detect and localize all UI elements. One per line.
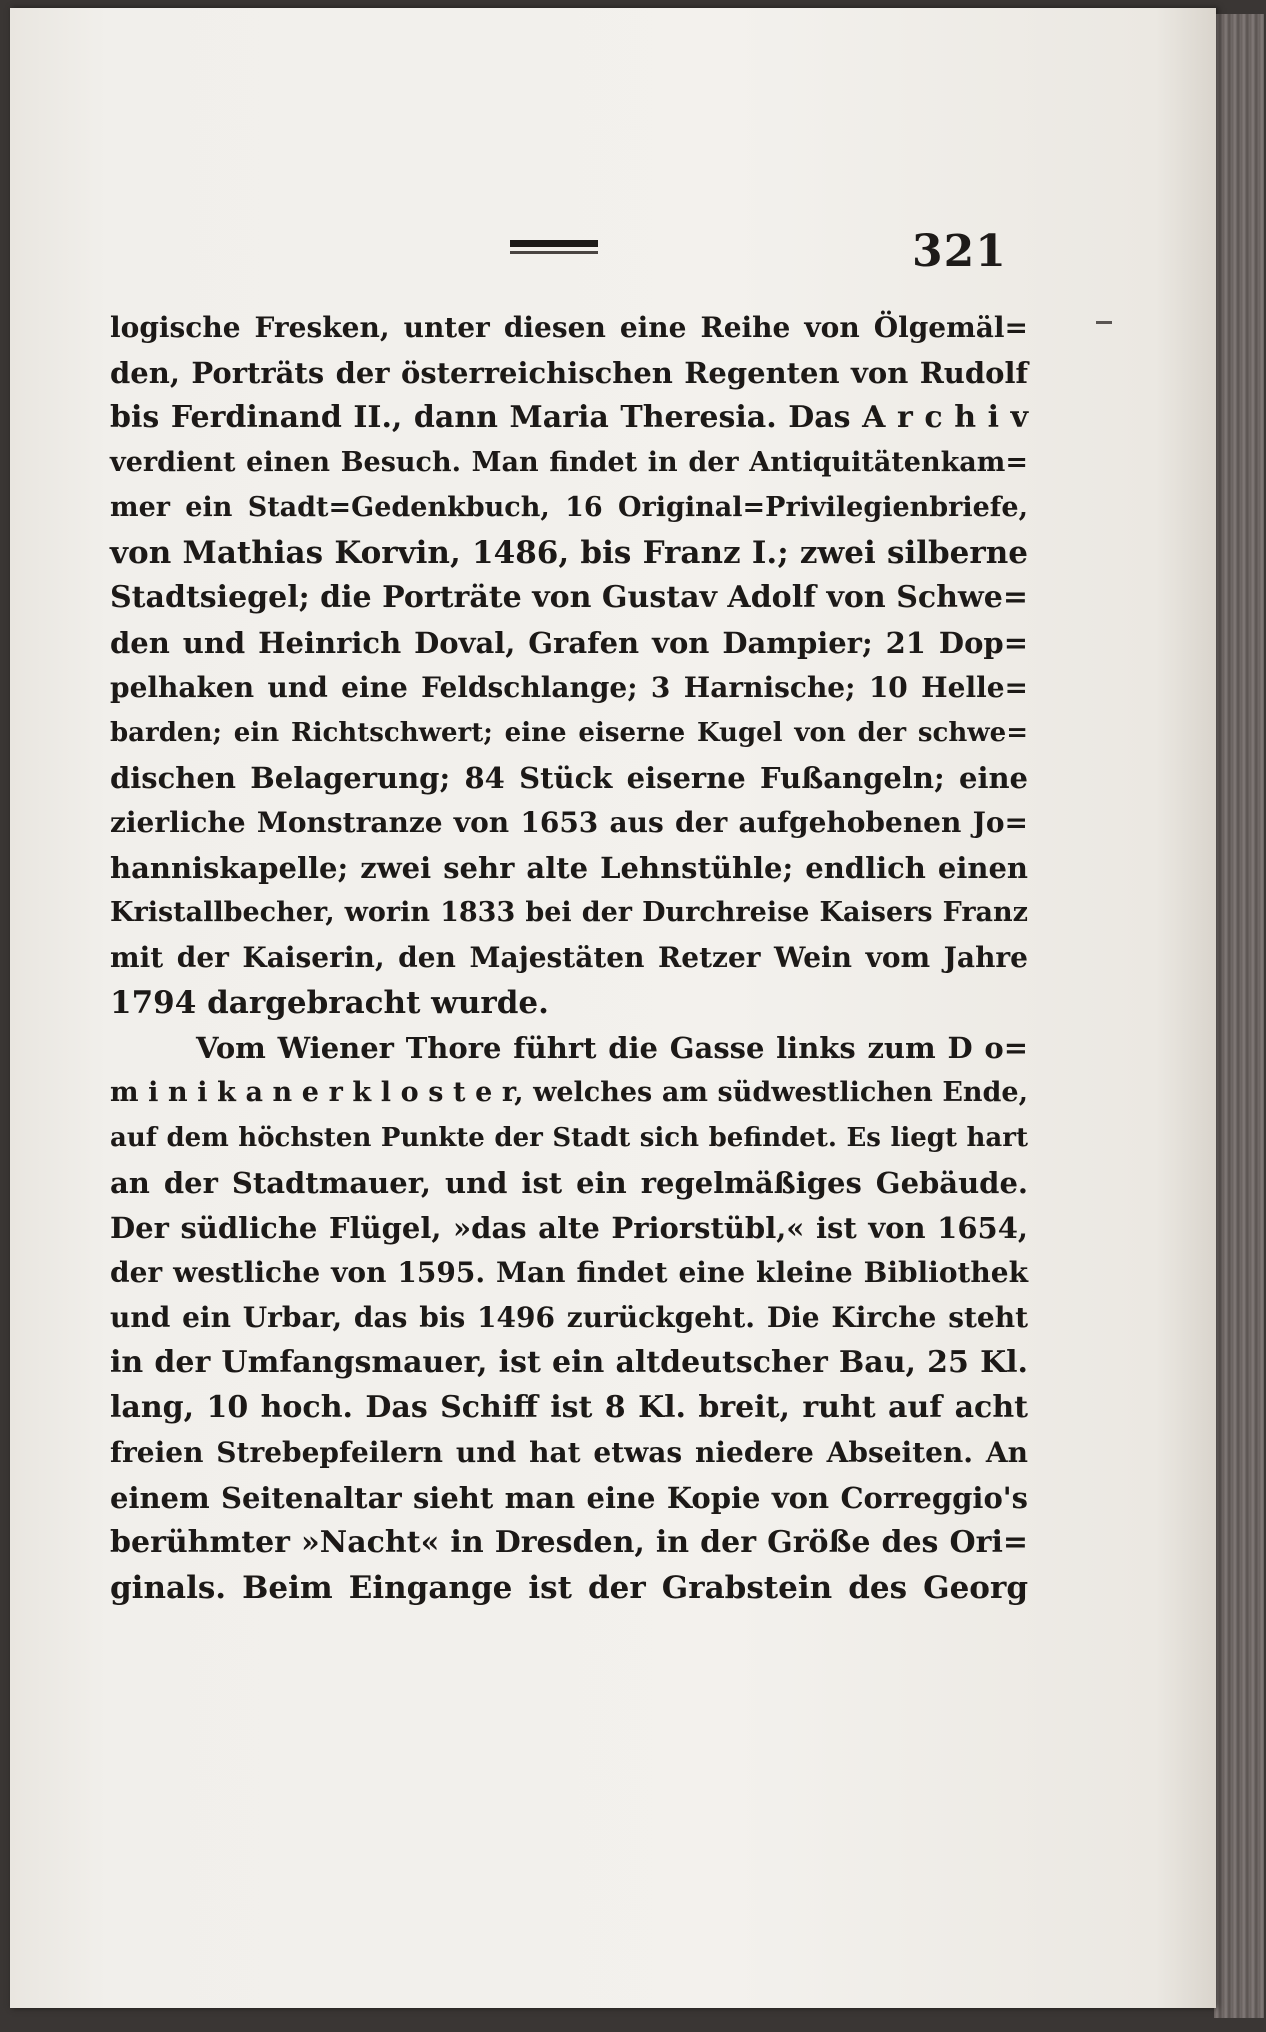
text-line: barden; ein Richtschwert; eine eiserne Kugel von der schwe= [110, 718, 1028, 748]
text-line: mit der Kaiserin, den Majestäten Retzer Wein vom Jahre [110, 941, 1028, 974]
body-text [110, 306, 1028, 1686]
text-line: verdient einen Besuch. Man findet in der Antiquitätenkam= [110, 447, 1028, 478]
text-line: lang, 10 hoch. Das Schiff ist 8 Kl. breit, ruht auf acht [110, 1390, 1028, 1425]
page-number: 321 [912, 226, 1007, 277]
header-rule-thin [510, 251, 598, 254]
text-line: bis Ferdinand II., dann Maria Theresia. Das A r c h i v [110, 400, 1028, 435]
text-line: dischen Belagerung; 84 Stück eiserne Fußangeln; eine [110, 761, 1028, 795]
text-line: in der Umfangsmauer, ist ein altdeutscher Bau, 25 Kl. [110, 1345, 1028, 1380]
text-line: den und Heinrich Doval, Grafen von Dampier; 21 Dop= [110, 626, 1028, 660]
text-line: Der südliche Flügel, »das alte Priorstübl,« ist von 1654, [110, 1211, 1028, 1245]
header-ornament-rule [510, 240, 598, 258]
text-line: einem Seitenaltar sieht man eine Kopie von Correggio's [110, 1481, 1028, 1515]
text-line: und ein Urbar, das bis 1496 zurückgeht. Die Kirche steht [110, 1301, 1028, 1334]
text-line: hanniskapelle; zwei sehr alte Lehnstühle; endlich einen [110, 851, 1028, 885]
text-line: ginals. Beim Eingange ist der Grabstein des Georg [110, 1570, 1028, 1606]
text-line: auf dem höchsten Punkte der Stadt sich befindet. Es liegt hart [110, 1123, 1028, 1153]
text-line: von Mathias Korvin, 1486, bis Franz I.; zwei silberne [110, 535, 1028, 571]
text-line: m i n i k a n e r k l o s t e r, welches am südwestlichen Ende, [110, 1077, 1028, 1108]
text-line: zierliche Monstranze von 1653 aus der aufgehobenen Jo= [110, 806, 1028, 839]
text-line: den, Porträts der österreichischen Regenten von Rudolf [110, 356, 1028, 390]
text-line: freien Strebepfeilern und hat etwas niedere Abseiten. An [110, 1436, 1028, 1469]
text-line: der westliche von 1595. Man findet eine kleine Bibliothek [110, 1256, 1028, 1289]
text-line: 1794 dargebracht wurde. [110, 985, 549, 1021]
text-line: mer ein Stadt=Gedenkbuch, 16 Original=Privilegienbriefe, [110, 492, 1028, 523]
page-edge-stack [1214, 14, 1264, 2018]
text-line: pelhaken und eine Feldschlange; 3 Harnische; 10 Helle= [110, 671, 1028, 704]
book-page [10, 8, 1216, 2008]
text-line: Kristallbecher, worin 1833 bei der Durchreise Kaisers Franz [110, 897, 1028, 928]
text-line: an der Stadtmauer, und ist ein regelmäßiges Gebäude. [110, 1166, 1028, 1200]
margin-mark [1096, 321, 1112, 324]
text-line: logische Fresken, unter diesen eine Reihe von Ölgemäl= [110, 311, 1028, 344]
header-rule-thick [510, 240, 598, 247]
text-line: Stadtsiegel; die Porträte von Gustav Adolf von Schwe= [110, 580, 1028, 615]
text-line: Vom Wiener Thore führt die Gasse links zum D o= [196, 1031, 1028, 1065]
text-line: berühmter »Nacht« in Dresden, in der Größe des Ori= [110, 1525, 1028, 1560]
